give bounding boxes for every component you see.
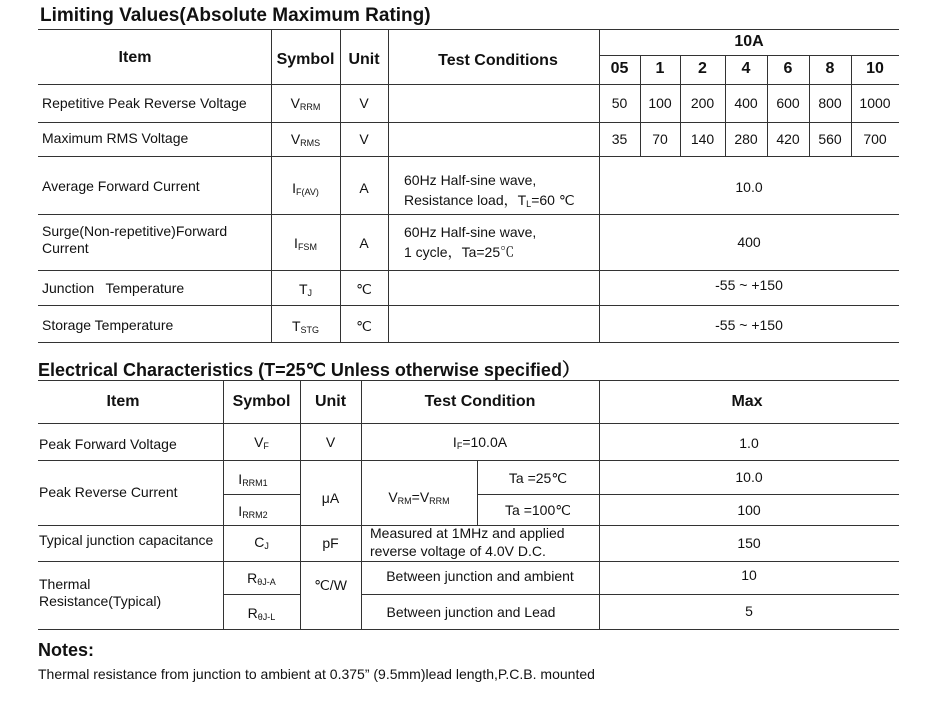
max-value: 1.0: [739, 435, 759, 451]
electrical-title: Electrical Characteristics (T=25℃ Unless otherwise specified）: [38, 360, 580, 380]
variant-6: 6: [783, 60, 793, 77]
header-max: Max: [731, 393, 763, 410]
row-symbol: $V_{RMS}$: [290, 131, 321, 148]
row-unit: A: [359, 235, 369, 251]
test-condition: 1 cycle，Ta=25℃: [404, 244, 515, 260]
test-condition: Measured at 1MHz and applied: [370, 525, 565, 541]
variant-1: 1: [655, 60, 665, 77]
value-cell: 420: [776, 131, 800, 147]
value-cell: 50: [611, 95, 628, 111]
variant-4: 4: [741, 60, 751, 77]
variant-10: 10: [866, 60, 884, 77]
variant-05: 05: [610, 60, 629, 77]
row-symbol: $V_{RRM}$: [290, 95, 321, 112]
header-symbol: Symbol: [276, 51, 335, 68]
test-condition: Between junction and Lead: [386, 604, 556, 620]
test-condition: 60Hz Half-sine wave,: [404, 224, 537, 240]
test-condition: $V_{RM}=V_{RRM}$: [388, 489, 450, 506]
row-unit: ℃/W: [314, 577, 347, 593]
value-cell: 200: [690, 95, 715, 111]
row-unit: pF: [322, 535, 339, 551]
row-item: Peak Forward Voltage: [39, 436, 177, 452]
test-condition: Resistance load，$T_L=60$ ℃: [404, 192, 575, 209]
value-cell: 560: [818, 131, 842, 147]
test-condition: reverse voltage of 4.0V D.C.: [370, 543, 546, 559]
header-symbol: Symbol: [232, 393, 291, 410]
header-test-condition: Test Condition: [424, 393, 536, 410]
value-cell: 10.0: [735, 179, 763, 195]
value-cell: 140: [690, 131, 715, 147]
header-test-conditions: Test Conditions: [438, 52, 558, 69]
test-condition: $I_F=10.0A$: [452, 434, 508, 451]
row-item: Junction Temperature: [42, 280, 185, 296]
row-item: Thermal: [39, 576, 91, 592]
row-item: Average Forward Current: [42, 178, 200, 194]
value-cell: 100: [648, 95, 672, 111]
notes-title: Notes:: [38, 640, 95, 660]
row-unit: ℃: [356, 318, 372, 334]
row-symbol: $I_{RRM2}$: [238, 503, 268, 520]
notes-text: Thermal resistance from junction to ambient at 0.375” (9.5mm)lead length,P.C.B. mounted: [38, 666, 595, 682]
row-unit: μA: [321, 490, 340, 506]
value-cell: 800: [818, 95, 842, 111]
value-cell: 600: [776, 95, 800, 111]
value-cell: 280: [734, 131, 758, 147]
row-symbol: $T_{STG}$: [291, 318, 320, 335]
value-cell: 400: [734, 95, 758, 111]
max-value: 100: [737, 502, 761, 518]
value-cell: 35: [611, 131, 628, 147]
header-unit: Unit: [348, 51, 380, 68]
test-condition: 60Hz Half-sine wave,: [404, 172, 537, 188]
temperature-condition: Ta =25℃: [508, 470, 568, 486]
value-cell: 700: [863, 131, 887, 147]
header-item: Item: [106, 393, 140, 410]
row-symbol: $T_J$: [298, 281, 313, 298]
header-unit: Unit: [314, 393, 347, 410]
row-item: Current: [42, 240, 89, 256]
row-symbol: $I_{RRM1}$: [238, 471, 268, 488]
test-condition: Between junction and ambient: [386, 568, 574, 584]
row-unit: V: [325, 434, 336, 450]
header-item: Item: [118, 49, 152, 66]
value-cell: 70: [652, 131, 668, 147]
variant-2: 2: [698, 60, 707, 77]
variant-8: 8: [825, 60, 835, 77]
max-value: 10: [741, 567, 757, 583]
row-symbol: $R_{\theta J-L}$: [247, 605, 276, 622]
max-value: 5: [745, 603, 753, 619]
row-unit: A: [359, 180, 369, 196]
limiting-title: Limiting Values(Absolute Maximum Rating): [40, 5, 431, 26]
value-cell: 400: [737, 234, 761, 250]
row-item: Typical junction capacitance: [39, 532, 214, 548]
row-item: Resistance(Typical): [39, 593, 162, 609]
row-item: Repetitive Peak Reverse Voltage: [42, 95, 247, 111]
row-symbol: $R_{\theta J-A}$: [247, 570, 276, 587]
row-item: Maximum RMS Voltage: [42, 130, 189, 146]
row-item: Storage Temperature: [42, 317, 174, 333]
row-unit: V: [359, 131, 369, 147]
row-symbol: $V_F$: [254, 434, 269, 451]
value-cell: -55 ~ +150: [715, 317, 783, 333]
row-item: Surge(Non-repetitive)Forward: [42, 223, 228, 239]
header-group-10a: 10A: [734, 33, 764, 50]
value-cell: 1000: [859, 95, 891, 111]
row-symbol: $I_{FSM}$: [294, 235, 317, 252]
row-unit: V: [359, 95, 369, 111]
row-symbol: $C_J$: [254, 534, 269, 551]
value-cell: -55 ~ +150: [715, 277, 783, 293]
max-value: 10.0: [735, 469, 763, 485]
row-symbol: $I_{F(AV)}$: [292, 180, 319, 197]
max-value: 150: [737, 535, 761, 551]
row-unit: ℃: [356, 281, 372, 297]
temperature-condition: Ta =100℃: [505, 502, 571, 518]
row-item: Peak Reverse Current: [39, 484, 178, 500]
